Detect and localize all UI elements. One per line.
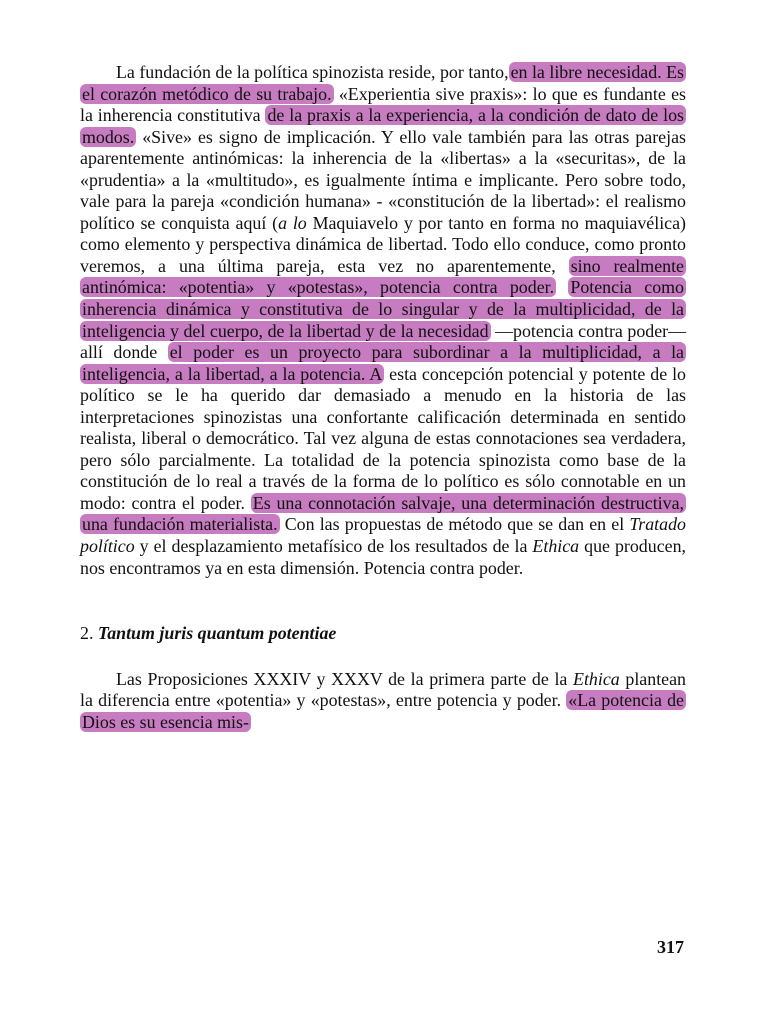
- highlight-5[interactable]: el poder es un proyecto para subordinar a la multiplicidad, a la inteligencia, a la libertad, a la potencia. A: [82, 342, 684, 384]
- highlight-1[interactable]: en la libre necesidad. Es el corazón metódico de su trabajo.: [82, 62, 684, 104]
- text-run: plantean la diferencia entre «potentia» y «potestas», entre potencia y poder.: [80, 668, 686, 711]
- paragraph-2: [80, 669, 686, 734]
- highlight-3[interactable]: sino realmente antinómica: «potentia» y «potestas», potencia contra poder.: [82, 255, 684, 298]
- text-run: [556, 277, 568, 297]
- text-run: Las Proposiciones XXXIV y XXXV de la primera parte de la: [116, 668, 574, 689]
- text-run: que producen, nos encontramos ya en esta dimensión. Potencia contra poder.: [80, 536, 686, 578]
- italic-run: Tratado político: [80, 514, 686, 557]
- highlight-4[interactable]: Potencia como inherencia dinámica y constitutiva de lo singular y de la multiplicidad, de la inteligencia y del cuerpo, de la libertad y de la necesidad: [82, 277, 684, 341]
- highlight-7[interactable]: «La potencia de Dios es su esencia mis-: [82, 690, 685, 732]
- italic-run: Ethica: [532, 536, 580, 557]
- text-run: La fundación de la política spinozista reside, por tanto,: [116, 62, 509, 82]
- highlight-6[interactable]: Es una connotación salvaje, una determinación destructiva, una fundación materialista.: [82, 492, 684, 535]
- text-run: Con las propuestas de método que se dan en el: [279, 514, 630, 535]
- italic-run: a lo: [278, 212, 307, 233]
- text-run: «Sive» es signo de implicación. Y ello vale también para las otras parejas aparentemente antinómicas: la inherencia de la «libertas» a la «securitas», de la «prudentia» a la «multitudo», es igualmente íntima e implicante. Pero sobre todo, vale para la pareja «condición humana» - «constitución de la libertad»: el realismo político se conquista aquí (: [80, 126, 686, 233]
- text-run: Maquiavelo y por tanto en forma no maquiavélica) como elemento y perspectiva dinámica de libertad. Todo ello conduce, como pronto veremos, a una última pareja, esta vez no aparentemente,: [80, 212, 686, 276]
- section-heading: [80, 623, 686, 645]
- paragraph-1: [80, 62, 686, 579]
- section-title: Tantum juris quantum potentiae: [97, 623, 337, 644]
- page-body: [80, 62, 686, 733]
- page-number: 317: [657, 937, 684, 957]
- text-run: y el desplazamiento metafísico de los resultados de la: [134, 536, 533, 557]
- highlight-2[interactable]: de la praxis a la experiencia, a la condición de dato de los modos.: [82, 105, 684, 147]
- text-run: «Experientia sive praxis»: lo que es fundante es la inherencia constitutiva: [80, 83, 686, 126]
- section-number: 2.: [80, 623, 94, 644]
- text-run: —potencia contra poder— allí donde: [80, 320, 687, 363]
- italic-run: Ethica: [573, 668, 620, 689]
- text-run: esta concepción potencial y potente de lo político se le ha querido dar demasiado a menudo en la historia de las interpretaciones spinozistas una confortante calificación determinada en sentido realista, liberal o democrático. Tal vez alguna de estas connotaciones sea verdadera, pero sólo parcialmente. La totalidad de la potencia spinozista como base de la constitución de lo real a través de la forma de lo político es sólo connotable en un modo: contra el poder.: [80, 363, 686, 513]
